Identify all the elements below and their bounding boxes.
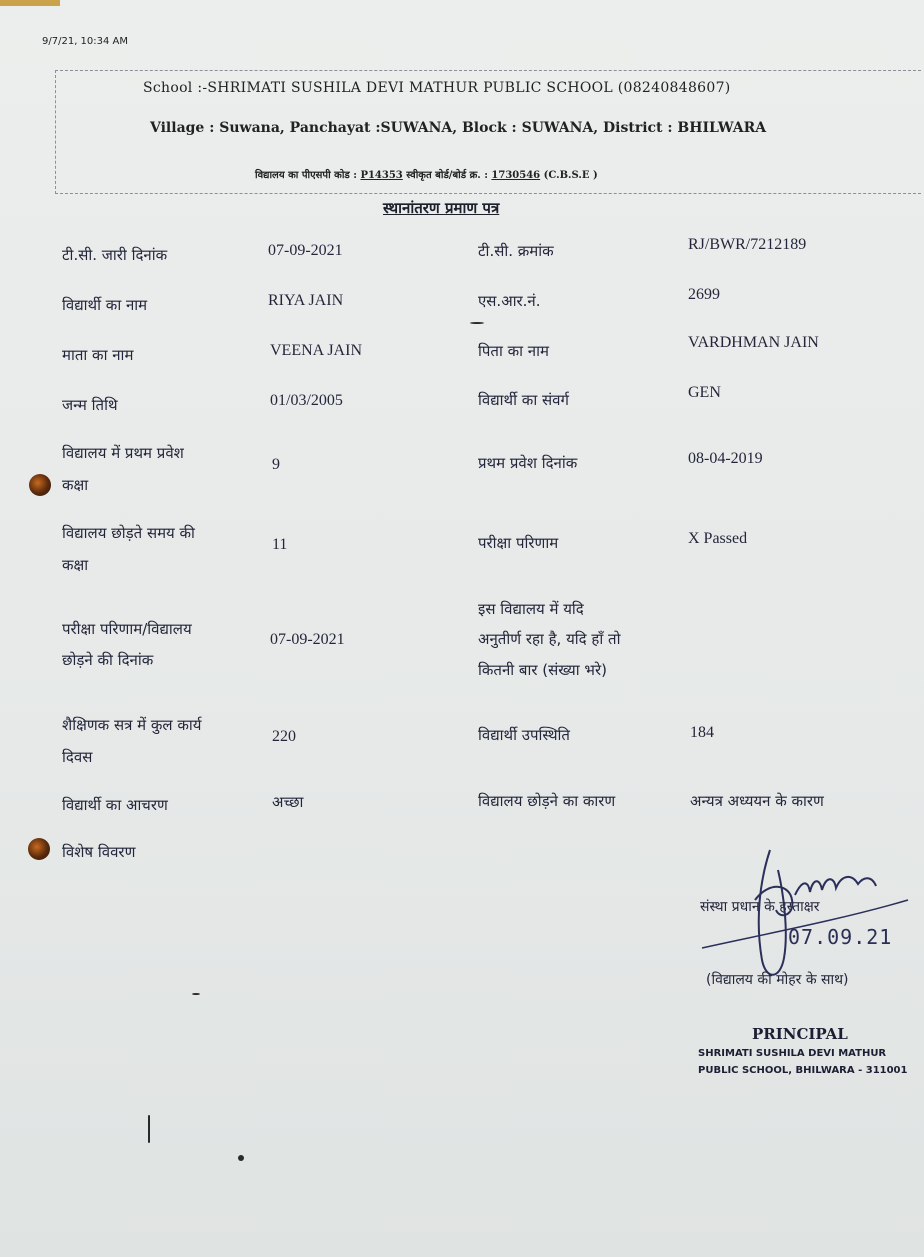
- punch-hole: [28, 838, 50, 860]
- working-days-label-2: दिवस: [62, 748, 93, 766]
- attendance-value: 184: [690, 724, 714, 741]
- punch-hole: [29, 474, 51, 496]
- school-name: School :-SHRIMATI SUSHILA DEVI MATHUR PUBLIC SCHOOL (08240848607): [143, 80, 731, 96]
- leaving-class-label-2: कक्षा: [62, 556, 89, 574]
- working-days-label: शैक्षिणक सत्र में कुल कार्य: [62, 716, 202, 734]
- ink-mark: [192, 993, 200, 995]
- mother-name-label: माता का नाम: [62, 346, 134, 364]
- dob-value: 01/03/2005: [270, 392, 343, 409]
- father-name-value: VARDHMAN JAIN: [688, 334, 819, 351]
- signature-label: संस्था प्रधान के हस्ताक्षर: [700, 899, 820, 915]
- school-codes: [255, 167, 598, 181]
- leaving-reason-value: अन्यत्र अध्ययन के कारण: [690, 792, 824, 810]
- sr-no-value: 2699: [688, 286, 720, 303]
- signature-date: 07.09.21: [788, 925, 893, 949]
- result-date-label: परीक्षा परिणाम/विद्यालय: [62, 620, 192, 638]
- result-date-label-2: छोड़ने की दिनांक: [62, 651, 154, 669]
- corner-mark: [0, 0, 60, 6]
- failed-count-label: इस विद्यालय में यदि: [478, 600, 584, 618]
- psp-label: विद्यालय का पीएसपी कोड :: [255, 170, 361, 181]
- ink-mark: [148, 1115, 150, 1143]
- conduct-label: विद्यार्थी का आचरण: [62, 796, 168, 814]
- stamp-school-name: SHRIMATI SUSHILA DEVI MATHUR: [698, 1048, 887, 1059]
- working-days-value: 220: [272, 728, 296, 745]
- first-date-label: प्रथम प्रवेश दिनांक: [478, 454, 578, 472]
- psp-code: P14353: [360, 170, 403, 181]
- leaving-reason-label: विद्यालय छोड़ने का कारण: [478, 792, 616, 810]
- sr-no-label: एस.आर.नं.: [478, 292, 541, 310]
- document-title: स्थानांतरण प्रमाण पत्र: [383, 199, 500, 217]
- result-value: X Passed: [688, 530, 748, 547]
- result-date-value: 07-09-2021: [270, 631, 345, 648]
- first-class-label: विद्यालय में प्रथम प्रवेश: [62, 444, 184, 462]
- first-class-value: 9: [272, 456, 280, 473]
- school-address: Village : Suwana, Panchayat :SUWANA, Block : SUWANA, District : BHILWARA: [150, 120, 767, 136]
- stamp-school-address: PUBLIC SCHOOL, BHILWARA - 311001: [698, 1065, 908, 1076]
- result-label: परीक्षा परिणाम: [478, 534, 559, 552]
- category-label: विद्यार्थी का संवर्ग: [478, 391, 569, 409]
- leaving-class-value: 11: [272, 536, 288, 553]
- ink-speck: [238, 1155, 244, 1161]
- student-name-label: विद्यार्थी का नाम: [62, 296, 148, 314]
- mother-name-value: VEENA JAIN: [270, 342, 362, 359]
- attendance-label: विद्यार्थी उपस्थिति: [478, 726, 570, 744]
- failed-count-label-2: अनुतीर्ण रहा है, यदि हाँ तो: [478, 630, 621, 648]
- tc-date-label: टी.सी. जारी दिनांक: [62, 246, 168, 264]
- tc-no-value: RJ/BWR/7212189: [688, 236, 807, 253]
- first-date-value: 08-04-2019: [688, 450, 763, 467]
- board-suffix: (C.B.S.E ): [540, 170, 598, 181]
- dob-label: जन्म तिथि: [62, 396, 118, 414]
- conduct-value: अच्छा: [272, 793, 304, 811]
- print-timestamp: 9/7/21, 10:34 AM: [42, 36, 129, 47]
- student-name-value: RIYA JAIN: [268, 292, 344, 309]
- ink-mark: [470, 322, 484, 324]
- seal-note: (विद्यालय की मोहर के साथ): [706, 972, 849, 988]
- stamp-title: PRINCIPAL: [752, 1025, 848, 1043]
- tc-no-label: टी.सी. क्रमांक: [478, 242, 554, 260]
- father-name-label: पिता का नाम: [478, 342, 549, 360]
- category-value: GEN: [688, 384, 721, 401]
- failed-count-label-3: कितनी बार (संख्या भरे): [478, 661, 607, 679]
- remarks-label: विशेष विवरण: [62, 843, 136, 861]
- tc-date-value: 07-09-2021: [268, 242, 343, 259]
- leaving-class-label: विद्यालय छोड़ते समय की: [62, 524, 195, 542]
- first-class-label-2: कक्षा: [62, 476, 89, 494]
- board-code: 1730546: [491, 170, 541, 181]
- board-label: स्वीकृत बोर्ड/बोर्ड क्र. :: [402, 170, 492, 181]
